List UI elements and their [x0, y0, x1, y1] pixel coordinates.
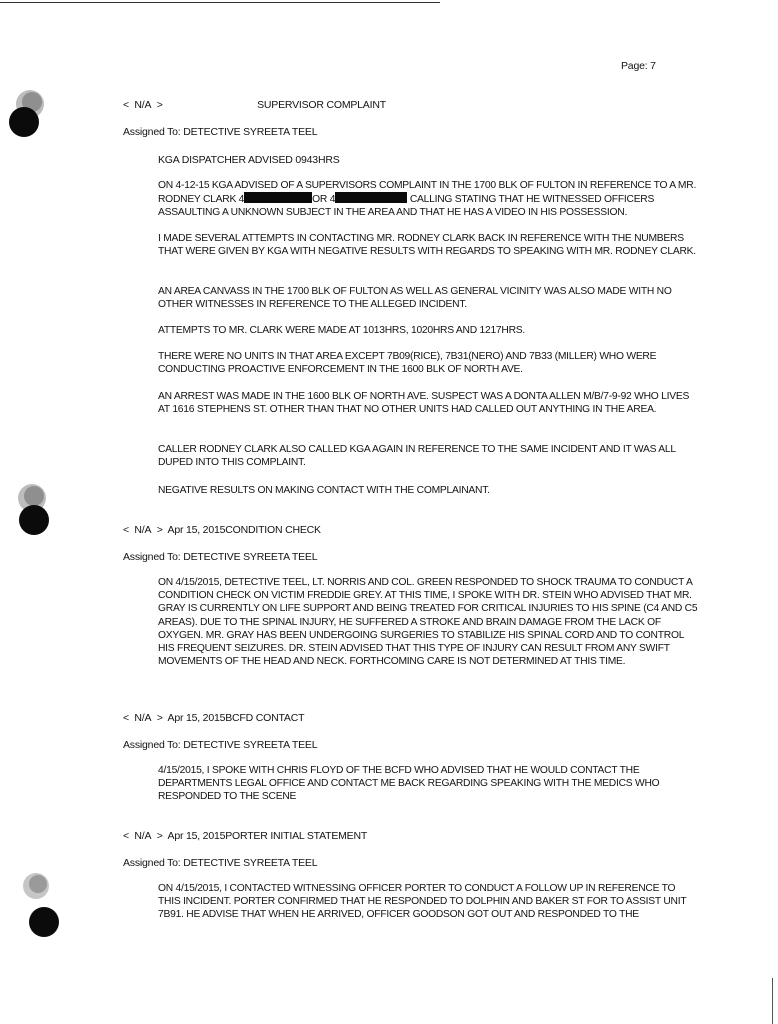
- nav-next-arrow[interactable]: >: [156, 830, 163, 842]
- entry-header-bcfd-contact: [123, 712, 304, 725]
- nav-next-arrow[interactable]: >: [156, 99, 163, 111]
- nav-prev-arrow[interactable]: <: [123, 99, 129, 111]
- paragraph: ON 4-12-15 KGA ADVISED OF A SUPERVISORS COMPLAINT IN THE 1700 BLK OF FULTON IN REFERENCE TO A MR. RODNEY CLARK 4 OR 4 CALLING STATING THAT HE WITNESSED OFFICERS ASSAULTING A UNKNOWN SUBJECT IN THE AREA AND THAT HE HAS A VIDEO IN HIS POSSESSION.: [158, 180, 697, 219]
- page-number: Page: 7: [621, 60, 656, 72]
- paragraph: ATTEMPTS TO MR. CLARK WERE MADE AT 1013HRS, 1020HRS AND 1217HRS.: [158, 325, 526, 336]
- paragraph: AN AREA CANVASS IN THE 1700 BLK OF FULTON AS WELL AS GENERAL VICINITY WAS ALSO MADE WITH NO OTHER WITNESSES IN REFERENCE TO THE ALLEGED INCIDENT.: [158, 286, 672, 311]
- redaction-bar: [335, 192, 407, 203]
- paragraph: NEGATIVE RESULTS ON MAKING CONTACT WITH THE COMPLAINANT.: [158, 485, 490, 496]
- entry-title: BCFD CONTACT: [225, 712, 305, 724]
- entry-header-condition-check: [123, 524, 321, 537]
- page-edge-line: [772, 978, 773, 1024]
- dispatcher-note: KGA DISPATCHER ADVISED 0943HRS: [158, 154, 340, 166]
- nav-prev-arrow[interactable]: <: [123, 712, 129, 724]
- punch-hole-bottom: [0, 870, 60, 940]
- entry-header-supervisor-complaint: [123, 99, 386, 112]
- nav-value: N/A: [134, 830, 152, 842]
- punch-hole-middle: [0, 480, 60, 542]
- entry-title: PORTER INITIAL STATEMENT: [225, 830, 368, 842]
- paragraph: THERE WERE NO UNITS IN THAT AREA EXCEPT 7B09(RICE), 7B31(NERO) AND 7B33 (MILLER) WHO WERE CONDUCTING PROACTIVE ENFORCEMENT IN THE 1600 BLK OF NORTH AVE.: [158, 351, 657, 376]
- entry-date: Apr 15, 2015: [167, 830, 226, 842]
- nav-next-arrow[interactable]: >: [156, 524, 163, 536]
- paragraph: ON 4/15/2015, DETECTIVE TEEL, LT. NORRIS AND COL. GREEN RESPONDED TO SHOCK TRAUMA TO CONDUCT A CONDITION CHECK ON VICTIM FREDDIE GREY. AT THIS TIME, I SPOKE WITH DR. STEIN WHO ADVISED THAT MR. GRAY IS CURRENTLY ON LIFE SUPPORT AND BEING TREATED FOR CRITICAL INJURIES TO HIS SPINE (C4 AND C5 AREAS). DUE TO THE SPINAL INJURY, HE SUFFERED A STROKE AND BRAIN DAMAGE FROM THE LACK OF OXYGEN. MR. GRAY HAS BEEN UNDERGOING SURGERIES TO STABILIZE HIS SPINAL CORD AND TO CONTROL HIS FREQUENT SEIZURES. DR. STEIN ADVISED THAT THIS TYPE OF INJURY CAN RESULT FROM ANY SWIFT MOVEMENTS OF THE HEAD AND NECK. FORTHCOMING CARE IS NOT DETERMINED AT THIS TIME.: [158, 577, 698, 668]
- nav-next-arrow[interactable]: >: [156, 712, 163, 724]
- assigned-to: Assigned To: DETECTIVE SYREETA TEEL: [123, 739, 318, 751]
- paragraph: I MADE SEVERAL ATTEMPTS IN CONTACTING MR. RODNEY CLARK BACK IN REFERENCE WITH THE NUMBERS THAT WERE GIVEN BY KGA WITH NEGATIVE RESULTS WITH REGARDS TO SPEAKING WITH MR. RODNEY CLARK.: [158, 233, 696, 258]
- paragraph: AN ARREST WAS MADE IN THE 1600 BLK OF NORTH AVE. SUSPECT WAS A DONTA ALLEN M/B/7-9-92 WHO LIVES AT 1616 STEPHENS ST. OTHER THAN THAT NO OTHER UNITS HAD CALLED OUT ANYTHING IN THE AREA.: [158, 391, 690, 416]
- entry-title: CONDITION CHECK: [225, 524, 321, 536]
- punch-hole-top: [0, 86, 60, 146]
- entry-date: Apr 15, 2015: [167, 524, 226, 536]
- entry-header-porter-initial-statement: [123, 830, 367, 843]
- nav-prev-arrow[interactable]: <: [123, 830, 129, 842]
- nav-prev-arrow[interactable]: <: [123, 524, 129, 536]
- paragraph: 4/15/2015, I SPOKE WITH CHRIS FLOYD OF THE BCFD WHO ADVISED THAT HE WOULD CONTACT THE DEPARTMENTS LEGAL OFFICE AND CONTACT ME BACK REGARDING SPEAKING WITH THE MEDICS WHO RESPONDED TO THE SCENE: [158, 765, 660, 803]
- assigned-to: Assigned To: DETECTIVE SYREETA TEEL: [123, 551, 318, 563]
- nav-value: N/A: [134, 99, 152, 111]
- paragraph: ON 4/15/2015, I CONTACTED WITNESSING OFFICER PORTER TO CONDUCT A FOLLOW UP IN REFERENCE TO THIS INCIDENT. PORTER CONFIRMED THAT HE RESPONDED TO DOLPHIN AND BAKER ST FOR TO ASSIST UNIT 7B91. HE ADVISE THAT WHEN HE ARRIVED, OFFICER GOODSON GOT OUT AND RESPONDED TO THE: [158, 883, 687, 921]
- nav-value: N/A: [134, 712, 152, 724]
- top-border-line: [0, 2, 440, 3]
- entry-title: SUPERVISOR COMPLAINT: [257, 99, 386, 111]
- paragraph: CALLER RODNEY CLARK ALSO CALLED KGA AGAIN IN REFERENCE TO THE SAME INCIDENT AND IT WAS ALL DUPED INTO THIS COMPLAINT.: [158, 444, 676, 469]
- nav-value: N/A: [134, 524, 152, 536]
- assigned-to: Assigned To: DETECTIVE SYREETA TEEL: [123, 857, 318, 869]
- assigned-to: Assigned To: DETECTIVE SYREETA TEEL: [123, 126, 318, 138]
- redaction-bar: [244, 192, 312, 203]
- entry-date: Apr 15, 2015: [167, 712, 226, 724]
